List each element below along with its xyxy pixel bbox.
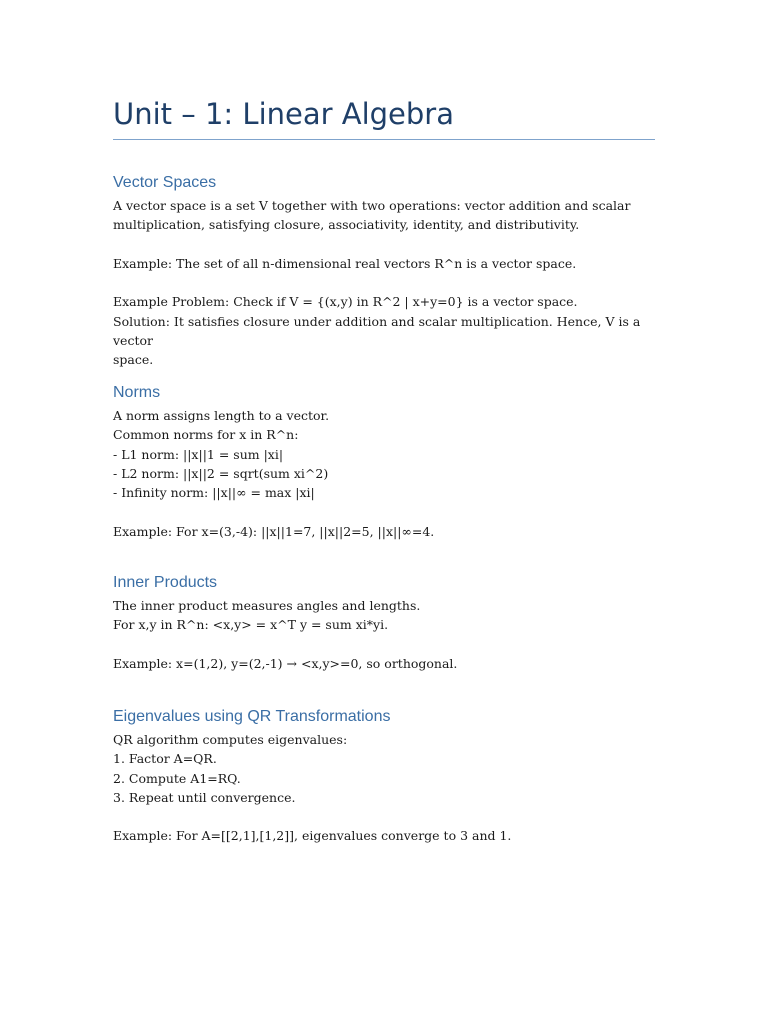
paragraph-gap	[113, 807, 655, 826]
paragraph-line: The inner product measures angles and lengths.	[113, 598, 421, 613]
paragraph-line: Common norms for x in R^n:	[113, 427, 299, 443]
title-divider	[113, 139, 655, 140]
list-item: - L2 norm: ||x||2 = sqrt(sum xi^2)	[113, 465, 329, 481]
paragraph-gap	[113, 235, 655, 254]
paragraph-line: A norm assigns length to a vector.	[113, 408, 330, 423]
section-body-eigenvalues-qr	[113, 730, 655, 846]
list-item: - L1 norm: ||x||1 = sum |xi|	[113, 446, 284, 462]
section-body-vector-spaces	[113, 196, 655, 370]
section-norms	[113, 382, 655, 541]
example-line: Example: x=(1,2), y=(2,-1) → <x,y>=0, so orthogonal.	[113, 655, 458, 671]
section-eigenvalues-qr	[113, 706, 655, 846]
page-title: Unit – 1: Linear Algebra	[113, 97, 455, 131]
section-vector-spaces	[113, 172, 655, 370]
paragraph-gap	[113, 273, 655, 292]
example-problem-line: Example Problem: Check if V = {(x,y) in R^2 | x+y=0} is a vector space.	[113, 294, 578, 310]
section-heading-eigenvalues-qr: Eigenvalues using QR Transformations	[113, 708, 391, 725]
paragraph-line: QR algorithm computes eigenvalues:	[113, 732, 348, 747]
section-body-inner-products	[113, 596, 655, 673]
list-item: 3. Repeat until convergence.	[113, 789, 296, 805]
example-line: Example: For A=[[2,1],[1,2]], eigenvalues converge to 3 and 1.	[113, 828, 512, 844]
list-item: 1. Factor A=QR.	[113, 751, 217, 767]
solution-line: Solution: It satisfies closure under addition and scalar multiplication. Hence, V is a vector	[113, 313, 641, 349]
section-heading-norms: Norms	[113, 384, 161, 401]
list-item: - Infinity norm: ||x||∞ = max |xi|	[113, 485, 315, 501]
solution-line: space.	[113, 352, 154, 368]
example-line: Example: The set of all n-dimensional real vectors R^n is a vector space.	[113, 255, 577, 271]
section-inner-products	[113, 572, 655, 673]
list-item: 2. Compute A1=RQ.	[113, 770, 241, 786]
section-body-norms	[113, 406, 655, 541]
paragraph-gap	[113, 502, 655, 521]
paragraph-line: A vector space is a set V together with two operations: vector addition and scalar	[113, 198, 631, 213]
example-line: Example: For x=(3,-4): ||x||1=7, ||x||2=5, ||x||∞=4.	[113, 523, 435, 539]
section-heading-inner-products: Inner Products	[113, 574, 218, 591]
paragraph-line: multiplication, satisfying closure, associativity, identity, and distributivity.	[113, 217, 580, 233]
paragraph-gap	[113, 635, 655, 654]
section-heading-vector-spaces: Vector Spaces	[113, 174, 217, 191]
paragraph-line: For x,y in R^n: <x,y> = x^T y = sum xi*yi.	[113, 617, 389, 633]
